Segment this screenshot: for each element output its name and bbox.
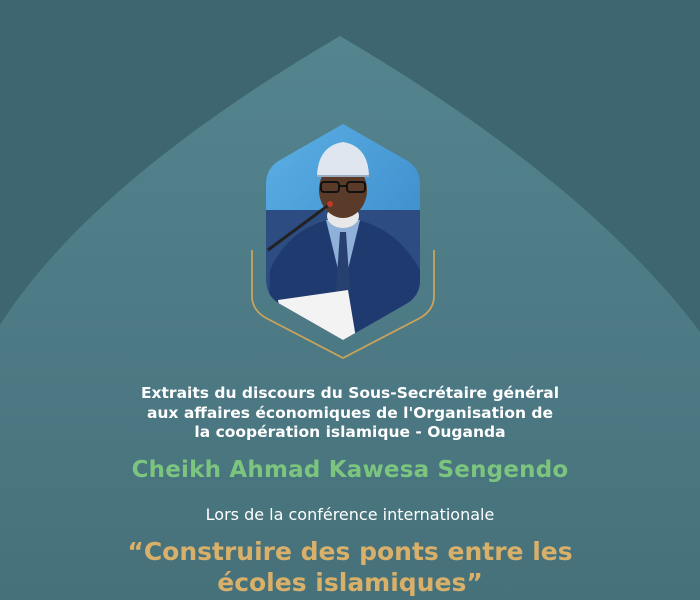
conference-title-line-1: “Construire des ponts entre les [127,537,573,566]
subtitle-line-3: la coopération islamique - Ouganda [194,423,506,441]
subtitle-line-1: Extraits du discours du Sous-Secrétaire général [140,384,560,402]
conference-title-line-2: écoles islamiques” [217,568,483,597]
speech-subtitle [0,384,700,443]
portrait-frame-icon [248,120,438,360]
occasion-text: Lors de la conférence internationale [205,505,495,524]
subtitle-line-2: aux affaires économiques de l'Organisation de [146,403,554,422]
speaker-portrait [248,120,438,360]
conference-title [0,536,700,598]
speaker-name: Cheikh Ahmad Kawesa Sengendo [131,457,569,483]
